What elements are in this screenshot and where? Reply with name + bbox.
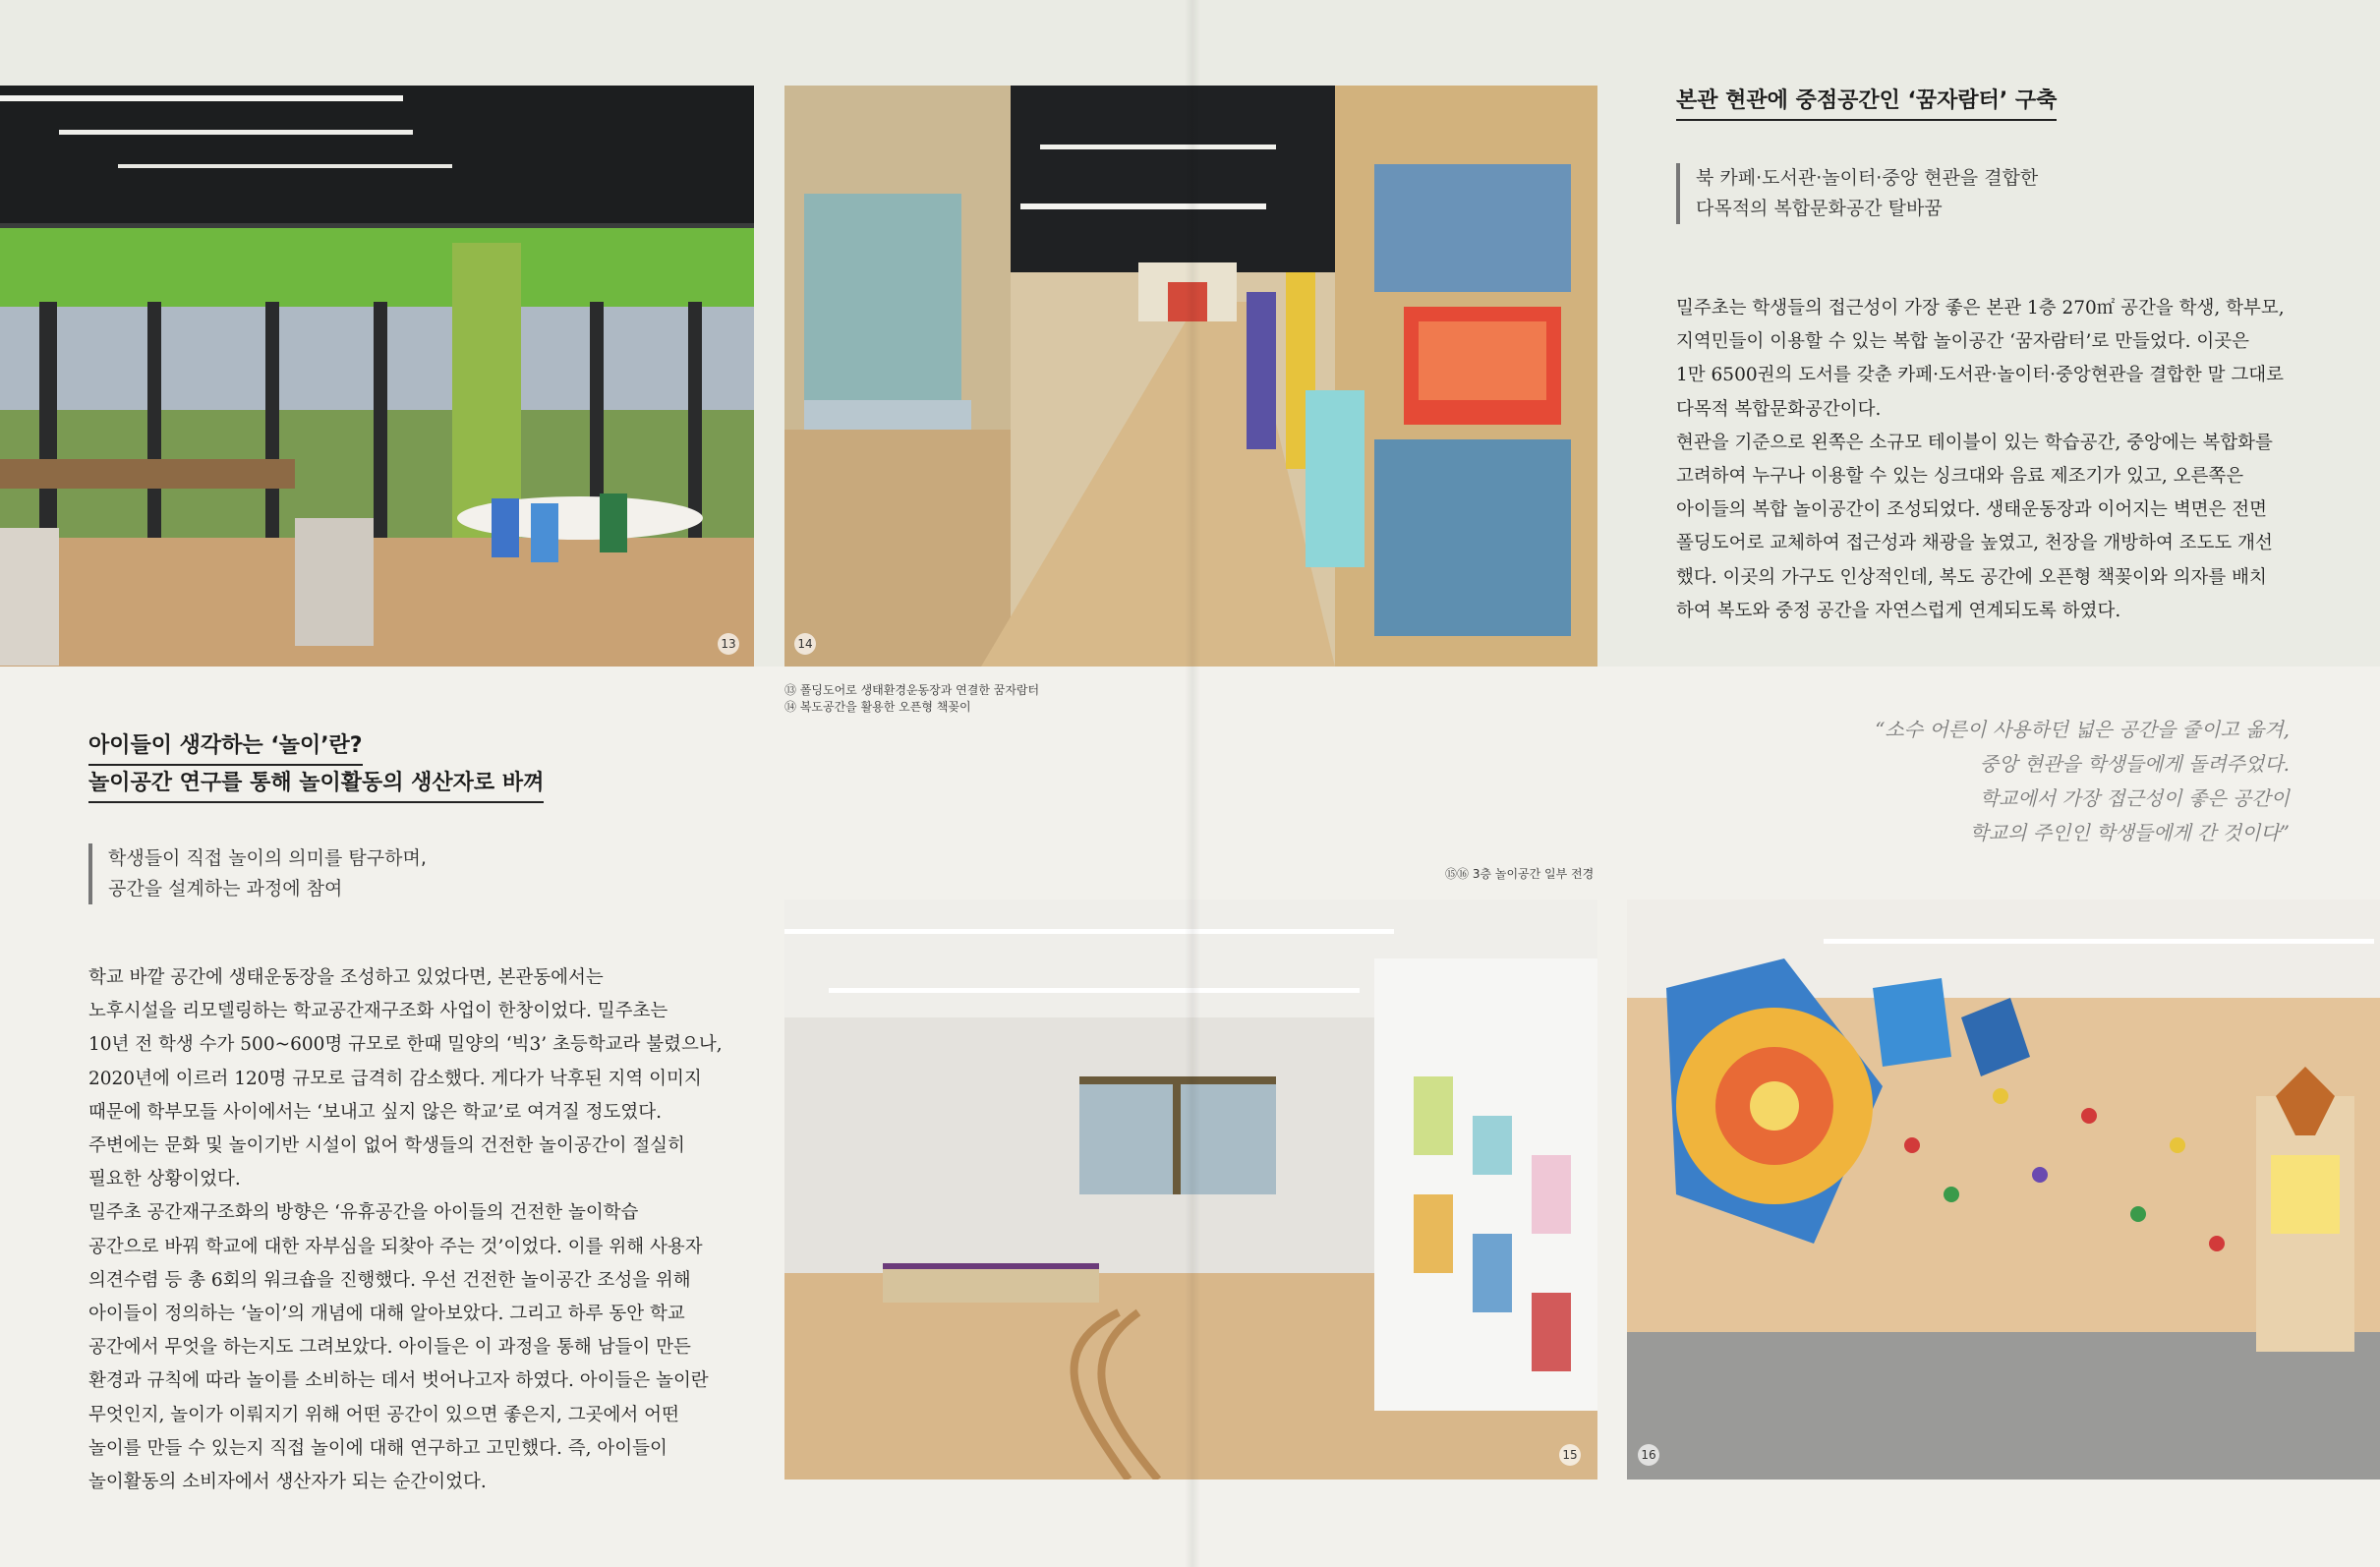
body-line: 밀주초는 학생들의 접근성이 가장 좋은 본관 1층 270㎡ 공간을 학생, 학부모, [1676,298,2285,319]
body-line: 공간으로 바꿔 학교에 대한 자부심을 되찾아 주는 것’이었다. 이를 위해 사용자 [88,1236,703,1257]
photo-16-climbing-wall [1627,900,2380,1480]
body-line: 현관을 기준으로 왼쪽은 소규모 테이블이 있는 학습공간, 중앙에는 복합화를 [1676,432,2273,453]
body-line: 무엇인지, 놀이가 이뤄지기 위해 어떤 공간이 있으면 좋은지, 그곳에서 어떤 [88,1404,679,1425]
body-line: 놀이활동의 소비자에서 생산자가 되는 순간이었다. [88,1472,487,1493]
body-line: 2020년에 이르러 120명 규모로 급격히 감소했다. 게다가 낙후된 지역 이미지 [88,1068,702,1089]
heading-line: 본관 현관에 중점공간인 ‘꿈자람터’ 구축 [1676,84,2057,121]
quote-line: “소수 어른이 사용하던 넓은 공간을 줄이고 옮겨, [1875,718,2290,741]
body-line: 노후시설을 리모델링하는 학교공간재구조화 사업이 한창이었다. 밀주초는 [88,1001,668,1022]
body-line: 아이들이 정의하는 ‘놀이’의 개념에 대해 알아보았다. 그리고 하루 동안 학교 [88,1304,685,1325]
body-line: 다목적 복합문화공간이다. [1676,398,1882,420]
body-line: 하여 복도와 중정 공간을 자연스럽게 연계되도록 하였다. [1676,600,2121,621]
caption-top [784,682,1039,716]
body-line: 1만 6500권의 도서를 갖춘 카페·도서관·놀이터·중앙현관을 결합한 말 그대로 [1676,365,2285,386]
body-line: 의견수렴 등 총 6회의 워크숍을 진행했다. 우선 건전한 놀이공간 조성을 위해 [88,1269,691,1291]
body-line: 환경과 규칙에 따라 놀이를 소비하는 데서 벗어나고자 하였다. 아이들은 놀이란 [88,1370,709,1392]
heading-line-1: 아이들이 생각하는 ‘놀이’란? [88,728,363,766]
section-heading-dreamplace [1676,84,2057,121]
body-line: 필요한 상황이었다. [88,1169,241,1190]
section-subheading-left [88,843,427,904]
photo-number-13: 13 [718,633,739,655]
photo-number-16: 16 [1638,1444,1659,1466]
heading-line-2: 놀이공간 연구를 통해 놀이활동의 생산자로 바껴 [88,766,544,803]
body-line: 했다. 이곳의 가구도 인상적인데, 복도 공간에 오픈형 책꽂이와 의자를 배치 [1676,566,2267,588]
quote-line: 중앙 현관을 학생들에게 돌려주었다. [1979,752,2290,776]
photo-number-15: 15 [1559,1444,1581,1466]
body-line: 아이들의 복합 놀이공간이 조성되었다. 생태운동장과 이어지는 벽면은 전면 [1676,499,2268,521]
section-subheading-right [1676,163,2038,224]
subheading-line-2: 공간을 설계하는 과정에 참여 [108,878,343,900]
spread-gutter [1185,0,1200,1567]
subheading-line-1: 북 카페·도서관·놀이터·중앙 현관을 결합한 [1696,167,2039,189]
body-line: 공간에서 무엇을 하는지도 그려보았다. 아이들은 이 과정을 통해 남들이 만든 [88,1337,691,1359]
body-line: 밀주초 공간재구조화의 방향은 ‘유휴공간을 아이들의 건전한 놀이학습 [88,1202,639,1224]
caption-14: ⑭ 복도공간을 활용한 오픈형 책꽂이 [784,700,971,714]
body-line: 놀이를 만들 수 있는지 직접 놀이에 대해 연구하고 고민했다. 즉, 아이들이 [88,1437,668,1459]
photo-13-cafe-folding-doors [0,86,754,667]
subheading-line-2: 다목적의 복합문화공간 탈바꿈 [1696,198,1943,219]
quote-line: 학교에서 가장 접근성이 좋은 공간이 [1979,786,2290,810]
photo-16-illustration [1627,900,2380,1480]
body-line: 주변에는 문화 및 놀이기반 시설이 없어 학생들의 건전한 놀이공간이 절실히 [88,1135,685,1157]
photo-13-illustration [0,86,754,667]
body-line: 10년 전 학생 수가 500~600명 규모로 한때 밀양의 ‘빅3’ 초등학교라 불렸으나, [88,1034,723,1056]
caption-15-16: ⑮⑯ 3층 놀이공간 일부 전경 [1445,867,1595,881]
body-line: 고려하여 누구나 이용할 수 있는 싱크대와 음료 제조기가 있고, 오른쪽은 [1676,466,2244,488]
photo-number-14: 14 [794,633,816,655]
body-line: 지역민들이 이용할 수 있는 복합 놀이공간 ‘꿈자람터’로 만들었다. 이곳은 [1676,331,2249,353]
subheading-line-1: 학생들이 직접 놀이의 의미를 탐구하며, [108,847,427,869]
quote-line: 학교의 주인인 학생들에게 간 것이다” [1969,821,2290,844]
body-text-left [88,961,723,1499]
caption-bottom [1445,866,1594,883]
body-line: 때문에 학부모들 사이에서는 ‘보내고 싶지 않은 학교’로 여겨질 정도였다. [88,1101,662,1123]
section-heading-play [88,728,544,803]
caption-13: ⑬ 폴딩도어로 생태환경운동장과 연결한 꿈자람터 [784,683,1040,697]
body-line: 폴딩도어로 교체하여 접근성과 채광을 높였고, 천장을 개방하여 조도도 개선 [1676,533,2273,554]
body-text-right [1676,292,2293,628]
pull-quote [1875,713,2290,850]
body-line: 학교 바깥 공간에 생태운동장을 조성하고 있었다면, 본관동에서는 [88,967,604,988]
